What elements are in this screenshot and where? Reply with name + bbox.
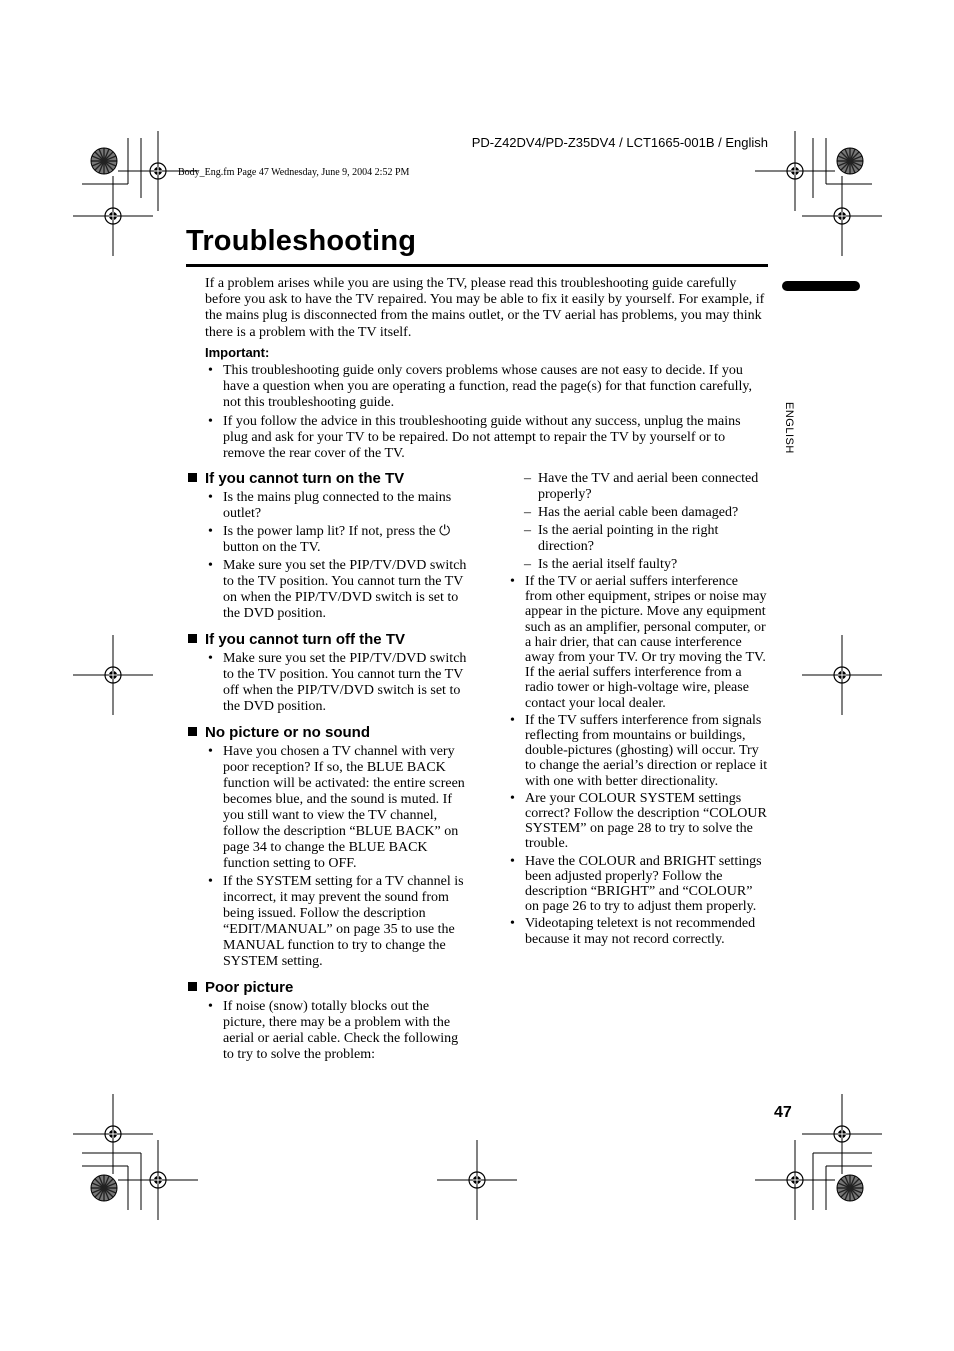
page-title: Troubleshooting bbox=[186, 225, 417, 257]
registration-cross-icon bbox=[802, 1094, 882, 1174]
important-label: Important: bbox=[205, 345, 270, 360]
registration-cross-icon bbox=[802, 176, 882, 256]
square-bullet-icon bbox=[188, 473, 197, 482]
section-heading-cannot-turn-on: If you cannot turn on the TV bbox=[188, 470, 404, 487]
section-heading-cannot-turn-off: If you cannot turn off the TV bbox=[188, 631, 405, 648]
list-item: • Have you chosen a TV channel with very poor reception? If so, the BLUE BACK function will be activated: the entire screen becomes blue, and the sound is muted. If you still want to view the TV channel, follow the description “BLUE BACK” on page 34 to change the BLUE BACK function setting to OFF. bbox=[205, 744, 467, 872]
list-item: • Videotaping teletext is not recommended because it may not record correctly. bbox=[507, 916, 768, 946]
list-item: – Is the aerial pointing in the right direction? bbox=[524, 523, 768, 555]
header-model-line: PD-Z42DV4/PD-Z35DV4 / LCT1665-001B / English bbox=[471, 135, 768, 150]
list-aerial-checks bbox=[524, 471, 768, 575]
registration-starburst-icon bbox=[91, 1175, 117, 1201]
list-item: • If the TV or aerial suffers interference from other equipment, stripes or noise may appear in the picture. Move any equipment such as an amplifier, personal computer, or a hair drier, that can cause interference away from your TV. Or try moving the TV. If the aerial suffers interference from a radio tower or high-voltage wire, please contact your local dealer. bbox=[507, 574, 768, 711]
section-heading-poor-picture: Poor picture bbox=[188, 979, 293, 996]
list-item: • Make sure you set the PIP/TV/DVD switch to the TV position. You cannot turn the TV on when the PIP/TV/DVD switch is set to the DVD position. bbox=[205, 558, 467, 622]
list-item: • If noise (snow) totally blocks out the picture, there may be a problem with the aerial or aerial cable. Check the following to try to solve the problem: bbox=[205, 999, 467, 1063]
intro-paragraph: If a problem arises while you are using the TV, please read this troubleshooting guide carefully before you ask to have the TV repaired. You may be able to fix it easily by yourself. For example, if the mains plug is disconnected from the mains outlet, or the TV aerial has problems, you may think there is a problem with the TV itself. bbox=[205, 276, 765, 340]
square-bullet-icon bbox=[188, 982, 197, 991]
page-number: 47 bbox=[774, 1104, 792, 1121]
file-info-line: Body_Eng.fm Page 47 Wednesday, June 9, 2004 2:52 PM bbox=[178, 167, 410, 178]
registration-cross-icon bbox=[755, 1140, 835, 1220]
list-item: – Is the aerial itself faulty? bbox=[524, 557, 768, 573]
list-cannot-turn-off bbox=[205, 651, 467, 717]
registration-cross-icon bbox=[802, 635, 882, 715]
important-list bbox=[205, 363, 767, 464]
registration-starburst-icon bbox=[91, 148, 117, 174]
list-item: • Is the mains plug connected to the mains outlet? bbox=[205, 490, 467, 522]
square-bullet-icon bbox=[188, 727, 197, 736]
title-rule bbox=[186, 264, 768, 267]
registration-cross-icon bbox=[437, 1140, 517, 1220]
list-item: • Have the COLOUR and BRIGHT settings been adjusted properly? Follow the description “BRIGHT” and “COLOUR” on page 26 to try to adjust them properly. bbox=[507, 854, 768, 915]
list-no-picture bbox=[205, 744, 467, 972]
list-item: • Are your COLOUR SYSTEM settings correct? Follow the description “COLOUR SYSTEM” on page 28 to try to solve the trouble. bbox=[507, 791, 768, 852]
list-item: – Have the TV and aerial been connected properly? bbox=[524, 471, 768, 503]
list-cannot-turn-on bbox=[205, 490, 467, 624]
list-poor-picture bbox=[205, 999, 467, 1065]
list-item: – Has the aerial cable been damaged? bbox=[524, 505, 768, 521]
section-heading-no-picture: No picture or no sound bbox=[188, 724, 370, 741]
list-item: • This troubleshooting guide only covers problems whose causes are not easy to decide. If you have a question when you are operating a function, read the page(s) for that function carefully, not this troubleshooting guide. bbox=[205, 363, 767, 412]
list-item: • Is the power lamp lit? If not, press the ⏻ button on the TV. bbox=[205, 524, 467, 556]
list-item: • If the TV suffers interference from signals reflecting from mountains or buildings, double-pictures (ghosting) will occur. Try to change the aerial’s direction or replace it with one with better directionality. bbox=[507, 713, 768, 789]
list-item: • If you follow the advice in this troubleshooting guide without any success, unplug the mains plug and ask for your TV to be repaired. Do not attempt to repair the TV by yourself or to remove the rear cover of the TV. bbox=[205, 414, 767, 463]
language-tab-marker bbox=[782, 281, 860, 291]
language-side-label: ENGLISH bbox=[783, 402, 795, 454]
registration-cross-icon bbox=[73, 635, 153, 715]
list-item: • Make sure you set the PIP/TV/DVD switch to the TV position. You cannot turn the TV off when the PIP/TV/DVD switch is set to the DVD position. bbox=[205, 651, 467, 715]
registration-starburst-icon bbox=[837, 148, 863, 174]
square-bullet-icon bbox=[188, 634, 197, 643]
list-item: • If the SYSTEM setting for a TV channel is incorrect, it may prevent the sound from being issued. Follow the description “EDIT/MANUAL” on page 35 to use the MANUAL function to try to change the SYSTEM setting. bbox=[205, 874, 467, 970]
list-poor-picture-more bbox=[507, 574, 768, 949]
registration-cross-icon bbox=[118, 1140, 198, 1220]
registration-starburst-icon bbox=[837, 1175, 863, 1201]
